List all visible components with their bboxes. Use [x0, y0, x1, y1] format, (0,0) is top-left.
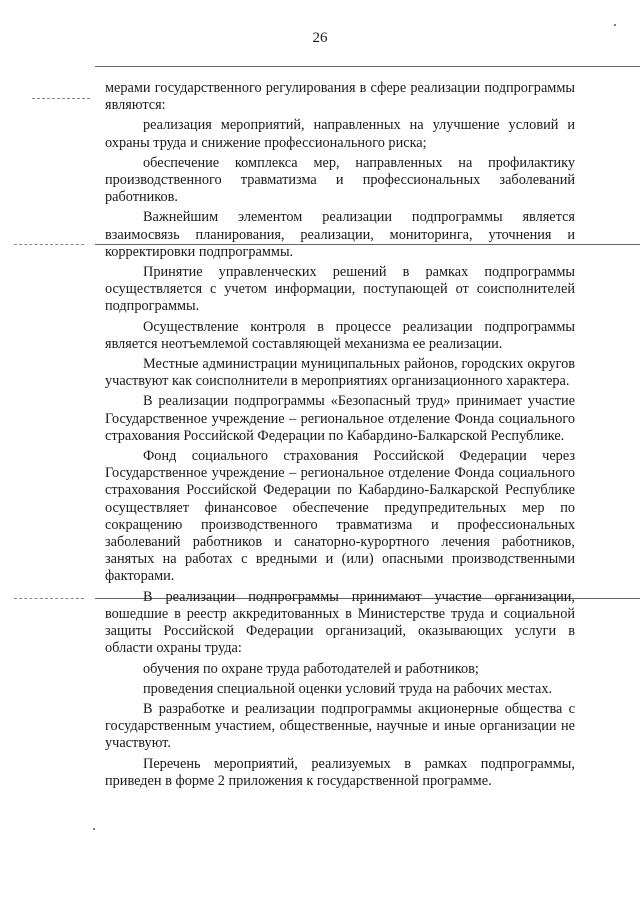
paragraph: Принятие управленческих решений в рамках подпрограммы осуществляется с учетом информации, поступающей от соисполнителей подпрограммы. — [105, 264, 575, 315]
paragraph: В разработке и реализации подпрограммы акционерные общества с государственным участием, общественные, научные и иные организации не участвуют. — [105, 700, 575, 752]
margin-dash-left — [32, 98, 90, 99]
paragraph: реализация мероприятий, направленных на улучшение условий и охраны труда и снижение профессионального риска; — [105, 117, 575, 151]
paragraph: В реализации подпрограммы «Безопасный труд» принимает участие Государственное учреждение – региональное отделение Фонда социального страхования Российской Федерации по Кабардино-Балкарской Республике. — [105, 393, 575, 444]
paragraph: Перечень мероприятий, реализуемых в рамках подпрограммы, приведен в форме 2 приложения к государственной программе. — [105, 755, 575, 789]
scan-speck — [93, 828, 95, 830]
paragraph: проведения специальной оценки условий труда на рабочих местах. — [143, 680, 553, 697]
page-number: 26 — [312, 30, 328, 46]
paragraph: мерами государственного регулирования в сфере реализации подпрограммы являются: — [105, 80, 575, 114]
paragraph: Осуществление контроля в процессе реализации подпрограммы является неотъемлемой составляющей механизма ее реализации. — [105, 318, 575, 352]
paragraph: обеспечение комплекса мер, направленных на профилактику производственного травматизма и профессиональных заболеваний работников. — [105, 154, 575, 206]
paragraph: обучения по охране труда работодателей и работников; — [143, 660, 479, 677]
margin-dash-left-2 — [14, 244, 84, 245]
paragraph: Местные администрации муниципальных районов, городских округов участвуют как соисполнители в мероприятиях организационного характера. — [105, 356, 575, 390]
scan-speck — [614, 24, 616, 26]
paragraph: В реализации подпрограммы принимают участие организации, вошедшие в реестр аккредитованных в Министерстве труда и социальной защиты Российской Федерации организаций, оказывающих услуги в области охраны труда: — [105, 588, 575, 657]
margin-dash-left-3 — [14, 598, 84, 599]
paragraph: Фонд социального страхования Российской Федерации через Государственное учреждение – региональное отделение Фонда социального страхования Российской Федерации по Кабардино-Балкарской Республике осуществляет финансовое обеспечение предупредительных мер по сокращению производственного травматизма и профессиональных заболеваний работников и санаторно-курортного лечения работников, занятых на работах с вредными и (или) опасными производственными факторами. — [105, 448, 575, 585]
paragraph: Важнейшим элементом реализации подпрограммы является взаимосвязь планирования, реализации, мониторинга, уточнения и корректировки подпрограммы. — [105, 209, 575, 260]
scan-line-top — [95, 66, 640, 67]
document-body — [105, 80, 575, 793]
